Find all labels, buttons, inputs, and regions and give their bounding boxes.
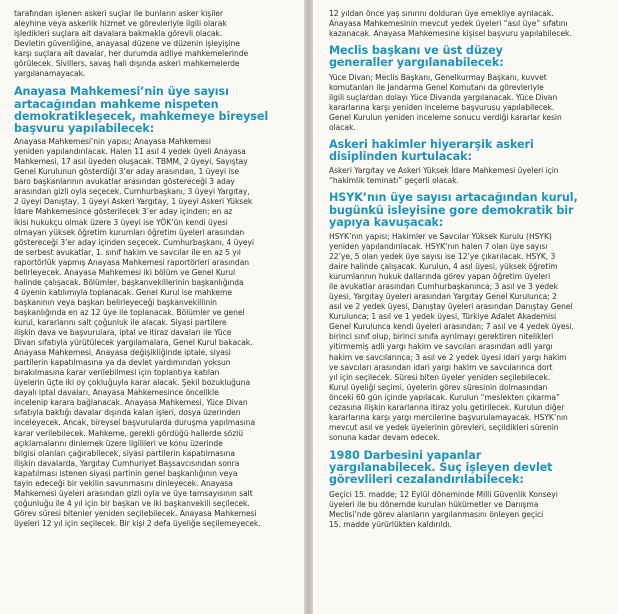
section-heading-supreme-court-trials: Meclis başkanı ve üst düzey generaller yargılanabilecek: bbox=[329, 44, 504, 70]
book-spine bbox=[304, 0, 313, 614]
section-heading-1980-coup: 1980 Darbesini yapanlar yargılanabilecek. Suç işleyen devlet görevlileri cezalandırılabilecek: bbox=[329, 448, 553, 487]
section-body-1980-coup: Geçici 15. madde; 12 Eylül döneminde Milli Güvenlik Konseyi üyeleri ile bu dönemde kurulan hükümetler ve Danışma Meclisi’nde görev alanların yargılanmasını önleyen geçici 15. madde yürürlükten kaldırıldı. bbox=[329, 489, 558, 529]
intro-paragraph: 12 yıldan önce yaş sınırını dolduran üye emekliye ayrılacak. Anayasa Mahkemesinin mevcut yedek üyeleri “asıl üye” sıfatını kazanacak. Anayasa Mahkemesine kişisel başvuru yapılabilecek. bbox=[329, 9, 572, 39]
section-heading-hsyk: HSYK’nın üye sayısı artacağından kurul, bugünkü isleyisine gore demokratik bir yapıya kavuşacak: bbox=[329, 191, 578, 229]
right-column bbox=[329, 0, 611, 530]
right-page bbox=[313, 0, 618, 614]
section-body-supreme-court-trials: Yüce Divan; Meclis Başkanı, Genelkurmay Başkanı, kuvvet komutanları ile Jandarma Genel Komutanı da görevleriyle ilgili suçlardan dolayı Yüce Divanda yargılanacak. Yüce Divan kararlarına karşı yeniden inceleme başvurusu yapılabilecek. Genel Kurulun yeniden inceleme sonucu verdiği kararlar kesin olacak. bbox=[329, 72, 562, 132]
section-body-hsyk: HSYK’nın yapısı; Hakimler ve Savcılar Yüksek Kurulu (HSYK) yeniden yapılandırılacak. HSYK’nın halen 7 olan üye sayısı 22’ye, 5 olan yedek üye sayısı ise 12’ye çıkarılacak. HSYK, 3 daire halinde çalışacak. Kurulun, 4 asıl üyesi, yüksek öğretim kurumlarının hukuk dallarında görev yapan öğretim üyeleri ile avukatlar arasından Cumhurbaşkanınca; 3 asıl ve 3 yedek üyesi, Yargıtay üyeleri arasından Yargıtay Genel Kurulunca; 2 asıl ve 2 yedek üyesi, Danıştay üyeleri arasından Danıştay Genel Kurulunca; 1 asıl ve 1 yedek üyesi, Türkiye Adalet Akademisi Genel Kurulunca kendi üyeleri arasından; 7 asıl ve 4 yedek üyesi, birinci sınıf olup, birinci sınıfa ayrılmayı gerektiren nitelikleri yitirmemiş adli yargı hakim ve savcıları arasından adli yargı hakim ve savcılarınca; 3 asıl ve 2 yedek üyesi idari yargı hakim ve savcıları arasından idari yargı hakim ve savcılarınca dort yıl için seçilecek. Süresi biten üyeler yeniden seçilebilecek. Kurul üyeliği seçimi, üyelerin görev süresinin dolmasından önceki 60 gün içinde yapılacak. Kurulun “meslekten çıkarma” cezasına ilişkin kararlarına itiraz yolu getirilecek. Kurulun diğer kararlarına karşı yargı mercilerine başvurulamayacak. HSYK’nın mevcut asıl ve yedek üyelerinin görevleri, seçildikleri sürenin sonuna kadar devam edecek. bbox=[329, 231, 574, 442]
left-column bbox=[14, 0, 299, 529]
intro-paragraph: tarafından işlenen askeri suçlar ile bunların asker kişiler aleyhine veya askerlik hizmet ve görevleriyle ilgili olarak işledikleri suçlara ait davalara bakmakla görevli olacak. Devletin güvenliğine, anayasal düzene ve düzenin işleyişine karşı suçlara ait davalar, her durumda adliye mahkemelerinde görülecek. Sivillers, savaş hali dışında askeri mahkemelerde yargılanamayacak. bbox=[14, 9, 249, 79]
section-heading-constitutional-court: Anayasa Mahkemesi’nin üye sayısı artacağından mahkeme nispeten demokratikleşecek, mahkemeye bireysel başvuru yapılabilecek: bbox=[14, 85, 269, 135]
section-body-constitutional-court: Anayasa Mahkemesi’nin yapısı; Anayasa Mahkemesi yeniden yapılandırılacak. Halen 11 asıl 4 yedek üyeli Anayasa Mahkemesi, 17 asıl üyeden oluşacak. TBMM, 2 üyeyi, Sayıştay Genel Kurulunun gösterdiği 3’er aday arasından, 1 üyeyi ise baro başkanlarının avukatlar arasından göstereceği 3 aday arasından gizli oyla seçecek. Cumhurbaşkanı, 3 üyeyi Yargıtay, 2 üyeyi Danıştay, 1 üyeyi Askeri Yargıtay, 1 üyeyi Askeri Yüksek İdare Mahkemesince gösterilecek 3’er aday içinden; en az ikisi hukukçu olmak üzere 3 üyeyi ise YÖK’ün kendi üyesi olmayan yüksek öğretim kurumları öğretim üyeleri arasından göstereceği 3’er aday içinden seçecek. Cumhurbaşkanı, 4 üyeyi de serbest avukatlar, 1. sınıf hakim ve savcılar ile en az 5 yıl raportörlük yapmış Anayasa Mahkemesi raportörleri arasından belirleyecek. Anayasa Mahkemesi iki bölüm ve Genel Kurul halinde çalışacak. Bölümler, başkanvekillerinin başkanlığında 4 üyenin katılımıyla toplanacak. Genel Kurul ise mahkeme başkanının veya başkan belirleyeceği başkanvekillinin başkanlığında en az 12 üye ile toplanacak. Bölümler ve genel kurul, kararlarını salt çoğunluk ile alacak. Siyasi partilere ilişkin dava ve başvurulara, iptal ve itiraz davaları ile Yüce Divan sıfatıyla yürütülecek yargılamalara, Genel Kurul bakacak. Anayasa Mahkemesi, Anayasa değişikliğinde iptale, siyasi partilerin kapatılmasına ya da devlet yardımından yoksun bırakılmasına karar verilebilmesi için toplantıya katılan üyelerin üçte iki oy çokluğuyla karar alacak. Şekil bozukluğuna dayalı iptal davaları, Anayasa Mahkemesince öncelikle incelenip karara bağlanacak. Anayasa Mahkemesi, Yüce Divan sıfatıyla baktığı davalar dışında kalan işleri, dosya üzerinden inceleyecek. Ancak, bireysel başvurularda duruşma yapılmasına karar verilebilecek. Mahkeme, gerekli gördüğü hallerde sözlü açıklamalarını dinlemek üzere ilgilileri ve konu üzerinde bilgisi olanları çağırabilecek, siyasi partilerin kapatılmasına ilişkin davalarda, Yargıtay Cumhuriyet Başsavcısından sonra kapatılması istenen siyasi partinin genel başkanlığının veya tayin edeceği bir vekilin savunmasını dinleyecek. Anayasa Mahkemesi üyeleri arasından gizli oyla ve üye tamsayısının salt çoğunluğu ile 4 yıl için bir başkan ve iki başkanvekili seçilecek. Görev süresi bitenler yeniden seçilebilecek. Anayasa Mahkemesi üyeleri 12 yıl için seçilecek. Bir kişi 2 defa üyeliğe seçilemeyecek. bbox=[14, 137, 261, 528]
left-page bbox=[0, 0, 304, 614]
section-body-military-judges: Askeri Yargıtay ve Askeri Yüksek İdare Mahkemesi üyeleri için “hakimlik teminatı” geçerli olacak. bbox=[329, 166, 559, 186]
section-heading-military-judges: Askeri hakimler hiyerarşik askeri disiplinden kurtulacak: bbox=[329, 137, 534, 164]
